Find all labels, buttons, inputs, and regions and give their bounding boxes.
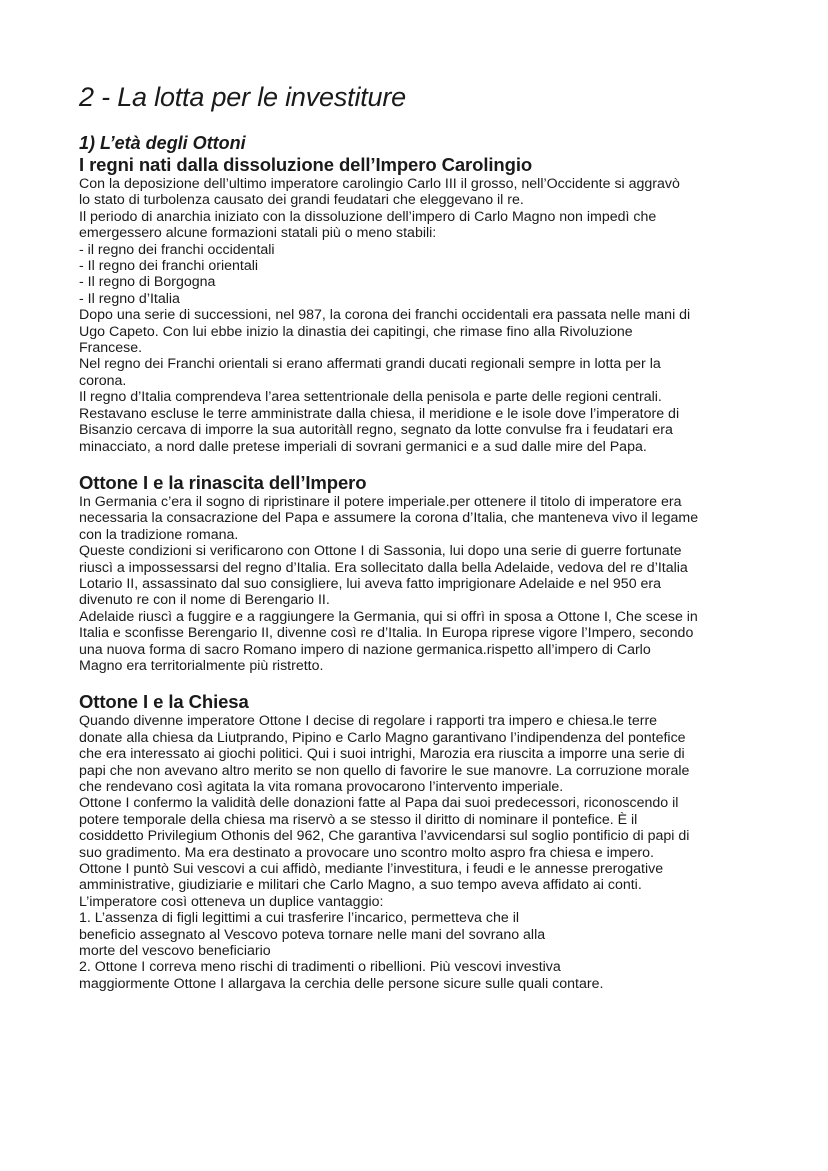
text-line: necessaria la consacrazione del Papa e assumere la corona d’Italia, che manteneva vivo il legame [79, 510, 699, 527]
text-line: Con la deposizione dell’ultimo imperatore carolingio Carlo III il grosso, nell’Occidente si aggravò [79, 176, 680, 192]
text-line: con la tradizione romana. [79, 526, 239, 543]
text-line: beneficio assegnato al Vescovo poteva tornare nelle mani del sovrano alla [79, 926, 546, 943]
text-line: Ottone I puntò Sui vescovi a cui affidò, mediante l’investitura, i feudi e le annesse prerogative [79, 861, 664, 878]
section-heading: I regni nati dalla dissoluzione dell’Impero Carolingio [79, 154, 533, 175]
subsection-title: 1) L’età degli Ottoni [79, 133, 246, 153]
sections-container [79, 154, 769, 992]
text-line: una nuova forma di sacro Romano impero di nazione germanica.rispetto all’impero di Carlo [79, 641, 651, 658]
text-line: Adelaide riuscì a fuggire e a raggiungere la Germania, qui si offrì in sposa a Ottone I, Che scese in [79, 608, 698, 625]
text-line: Nel regno dei Franchi orientali si erano affermati grandi ducati regionali sempre in lotta per la [79, 356, 661, 373]
text-line: Quando divenne imperatore Ottone I decise di regolare i rapporti tra impero e chiesa.le terre [79, 713, 658, 730]
text-line: - Il regno d’Italia [79, 290, 180, 307]
text-line: emergessero alcune formazioni statali più o meno stabili: [79, 225, 437, 242]
section-heading: Ottone I e la rinascita dell’Impero [79, 471, 367, 493]
text-line: Ottone I confermo la validità delle donazioni fatte al Papa dai suoi predecessori, riconoscendo il [79, 795, 679, 812]
text-line: L’imperatore così otteneva un duplice vantaggio: [79, 893, 384, 910]
section-3 [79, 691, 769, 992]
text-line: Dopo una serie di successioni, nel 987, la corona dei franchi occidentali era passata nelle mani di [79, 307, 691, 324]
text-line: donate alla chiesa da Liutprando, Pipino e Carlo Magno garantivano l’indipendenza del pontefice [79, 729, 686, 746]
text-line: - Il regno dei franchi orientali [79, 258, 259, 275]
document-page [79, 80, 769, 992]
text-line: 1. L’assenza di figli legittimi a cui trasferire l’incarico, permetteva che il [79, 910, 519, 927]
text-line: Il regno d’Italia comprendeva l’area settentrionale della penisola e parte delle regioni centrali. [79, 389, 662, 406]
text-line: Lotario II, assassinato dal suo consigliere, lui aveva fatto imprigionare Adelaide e nel 950 era [79, 575, 662, 592]
text-line: 2. Ottone I correva meno rischi di tradimenti o ribellioni. Più vescovi investiva [79, 959, 561, 976]
text-line: lo stato di turbolenza causato dei grandi feudatari che eleggevano il re. [79, 192, 524, 209]
text-line: Magno era territorialmente più ristretto. [79, 657, 324, 674]
text-line: Italia e sconfisse Berengario II, divenne così re d’Italia. In Europa riprese vigore l’Impero, secondo [79, 625, 694, 642]
document-title: 2 - La lotta per le investiture [79, 82, 406, 112]
text-line: minacciato, a nord dalle pretese imperiali di sovrani germanici e a sud dalle mire del Papa. [79, 438, 647, 455]
text-line: amministrative, giudiziarie e militari che Carlo Magno, a suo tempo aveva affidato ai conti. [79, 877, 642, 894]
text-line: riuscì a impossessarsi del regno d’Italia. Era sollecitato dalla bella Adelaide, vedova del re d’Italia [79, 559, 688, 576]
text-line: Bisanzio cercava di imporre la sua autoritàll regno, segnato da lotte convulse fra i feudatari era [79, 422, 673, 439]
text-line: morte del vescovo beneficiario [79, 943, 271, 960]
text-line: suo gradimento. Ma era destinato a provocare uno scontro molto aspro fra chiesa e impero. [79, 844, 654, 861]
text-line: - Il regno di Borgogna [79, 274, 216, 291]
text-line: divenuto re con il nome di Berengario II. [79, 592, 330, 609]
text-line: Ugo Capeto. Con lui ebbe inizio la dinastia dei capitingi, che rimase fino alla Rivoluzione [79, 323, 633, 340]
text-line: Francese. [79, 340, 143, 357]
section-1 [79, 154, 769, 455]
text-line: che era interessato ai giochi politici. Qui i suoi intrighi, Marozia era riuscita a imporre una serie di [79, 746, 685, 763]
text-line: - il regno dei franchi occidentali [79, 241, 275, 258]
text-line: papi che non avevano altro merito se non quello di favorire le sue manovre. La corruzione morale [79, 762, 690, 779]
section-2 [79, 472, 769, 674]
section-heading: Ottone I e la Chiesa [79, 691, 249, 713]
text-line: cosiddetto Privilegium Othonis del 962, Che garantiva l’avvicendarsi sul soglio pontificio di papi di [79, 828, 690, 845]
text-line: In Germania c’era il sogno di ripristinare il potere imperiale.per ottenere il titolo di imperatore era [79, 493, 682, 510]
text-line: Restavano escluse le terre amministrate dalla chiesa, il meridione e le isole dove l’imperatore di [79, 405, 680, 422]
text-line: Queste condizioni si verificarono con Ottone I di Sassonia, lui dopo una serie di guerre fortunate [79, 543, 682, 560]
text-line: potere temporale della chiesa ma riservò a se stesso il diritto di nominare il pontefice. È il [79, 811, 638, 828]
text-line: Il periodo di anarchia iniziato con la dissoluzione dell’impero di Carlo Magno non impedì che [79, 208, 657, 225]
text-line: maggiormente Ottone I allargava la cerchia delle persone sicure sulle quali contare. [79, 975, 604, 992]
text-line: che rendevano così agitata la vita romana provocarono l’intervento imperiale. [79, 779, 564, 795]
text-line: corona. [79, 372, 127, 389]
